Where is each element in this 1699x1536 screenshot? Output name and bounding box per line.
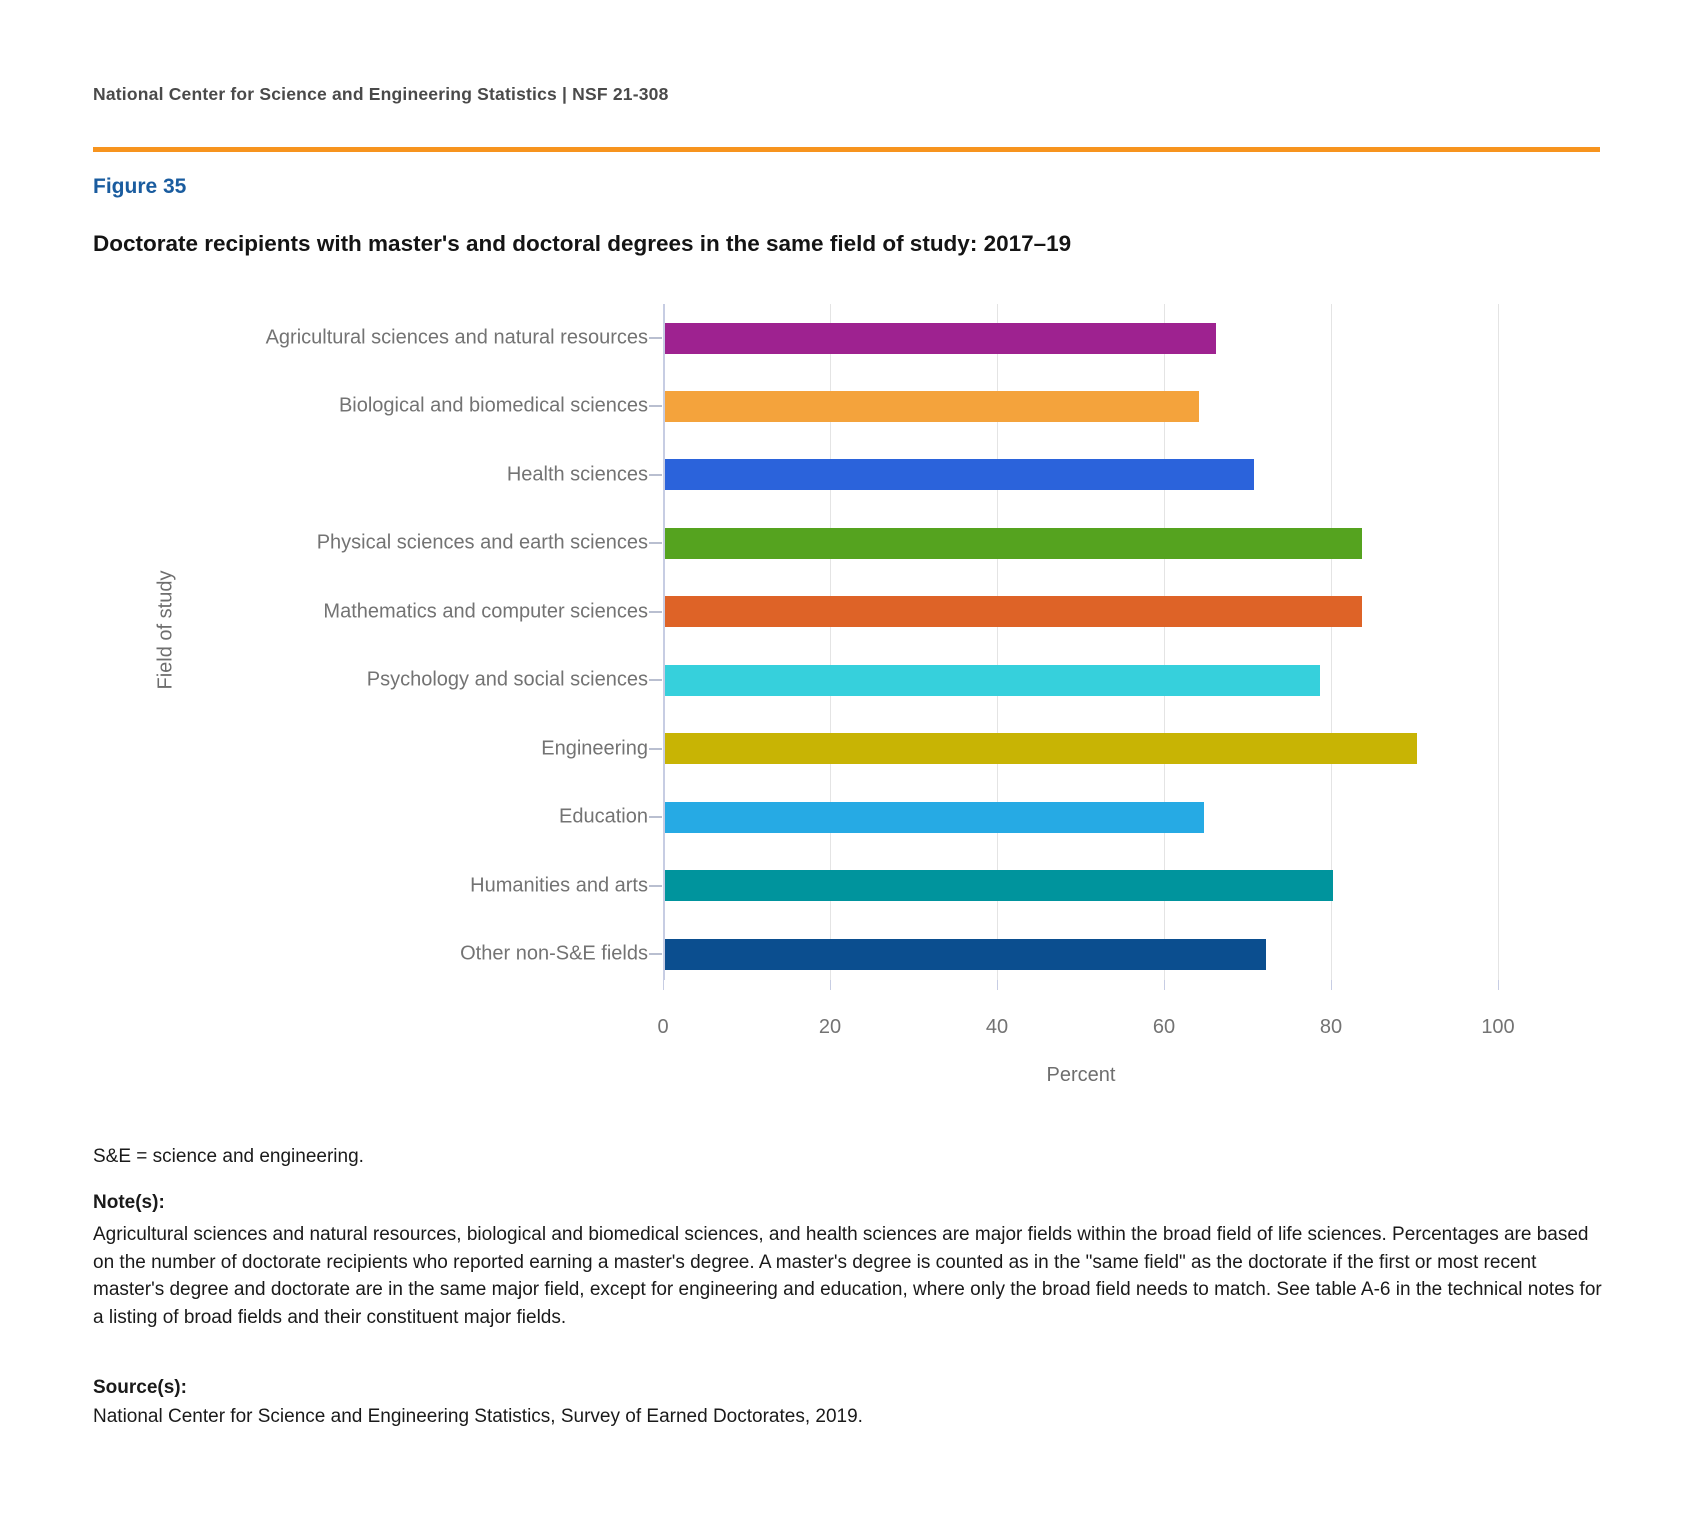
notes-text: Agricultural sciences and natural resources, biological and biomedical sciences, and health sciences are major fields within the broad field of life sciences. Percentages are based on the number of doctorate recipients who reported earning a master's degree. A master's degree is counted as in the "same field" as the doctorate if the first or most recent master's degree and doctorate are in the same major field, except for engineering and education, where only the broad field needs to match. See table A-6 in the technical notes for a listing of broad fields and their constituent major fields. xyxy=(93,1224,1602,1328)
orange-divider-rule xyxy=(93,147,1600,152)
chart-bar xyxy=(665,459,1254,490)
y-axis-tick xyxy=(649,679,662,681)
chart-bar xyxy=(665,391,1199,422)
x-tick-label: 0 xyxy=(657,1016,669,1038)
category-label: Humanities and arts xyxy=(470,874,648,897)
y-axis-tick xyxy=(649,611,662,613)
category-label: Health sciences xyxy=(506,463,648,486)
chart-bar xyxy=(665,802,1204,833)
category-label: Agricultural sciences and natural resources xyxy=(265,326,648,349)
bar-chart xyxy=(0,283,1699,1115)
x-tick-label: 40 xyxy=(985,1016,1009,1038)
x-gridline xyxy=(1498,304,1499,980)
chart-bar xyxy=(665,323,1216,354)
category-label: Biological and biomedical sciences xyxy=(338,394,648,417)
y-axis-title: Field of study xyxy=(154,570,177,690)
chart-bar xyxy=(665,528,1362,559)
category-label: Physical sciences and earth sciences xyxy=(316,531,648,554)
y-axis-tick xyxy=(649,748,662,750)
chart-bar xyxy=(665,939,1266,970)
source-label: Source(s): xyxy=(93,1377,187,1398)
x-tick-label: 60 xyxy=(1152,1016,1176,1038)
category-label: Education xyxy=(559,805,648,828)
chart-bar xyxy=(665,596,1362,627)
chart-bar xyxy=(665,733,1417,764)
x-axis-tick xyxy=(1498,980,1499,990)
y-axis-tick xyxy=(649,474,662,476)
x-axis-tick xyxy=(1164,980,1165,990)
category-label: Other non-S&E fields xyxy=(460,942,648,965)
y-axis-tick xyxy=(649,337,662,339)
x-axis-tick xyxy=(1331,980,1332,990)
x-axis-tick xyxy=(997,980,998,990)
x-axis-title: Percent xyxy=(1046,1064,1116,1086)
figure-number-label: Figure 35 xyxy=(93,175,187,198)
y-axis-tick xyxy=(649,885,662,887)
x-axis-tick xyxy=(663,980,664,990)
notes-label: Note(s): xyxy=(93,1192,165,1213)
x-tick-label: 100 xyxy=(1481,1016,1515,1038)
y-axis-tick xyxy=(649,953,662,955)
y-axis-tick xyxy=(649,542,662,544)
x-tick-label: 80 xyxy=(1319,1016,1343,1038)
chart-bar xyxy=(665,665,1320,696)
y-axis-tick xyxy=(649,405,662,407)
figure-title: Doctorate recipients with master's and doctoral degrees in the same field of study: 2017–19 xyxy=(93,231,1072,256)
source-text: National Center for Science and Engineering Statistics, Survey of Earned Doctorates, 2019. xyxy=(93,1406,863,1427)
abbreviation-note: S&E = science and engineering. xyxy=(93,1146,364,1167)
chart-bar xyxy=(665,870,1333,901)
plot-area xyxy=(657,304,1568,1086)
category-label: Psychology and social sciences xyxy=(366,668,648,691)
report-header: National Center for Science and Engineering Statistics | NSF 21-308 xyxy=(93,84,669,104)
y-axis-tick xyxy=(649,816,662,818)
category-label: Mathematics and computer sciences xyxy=(323,600,648,623)
x-tick-label: 20 xyxy=(818,1016,842,1038)
category-label: Engineering xyxy=(541,737,648,760)
x-axis-tick xyxy=(830,980,831,990)
